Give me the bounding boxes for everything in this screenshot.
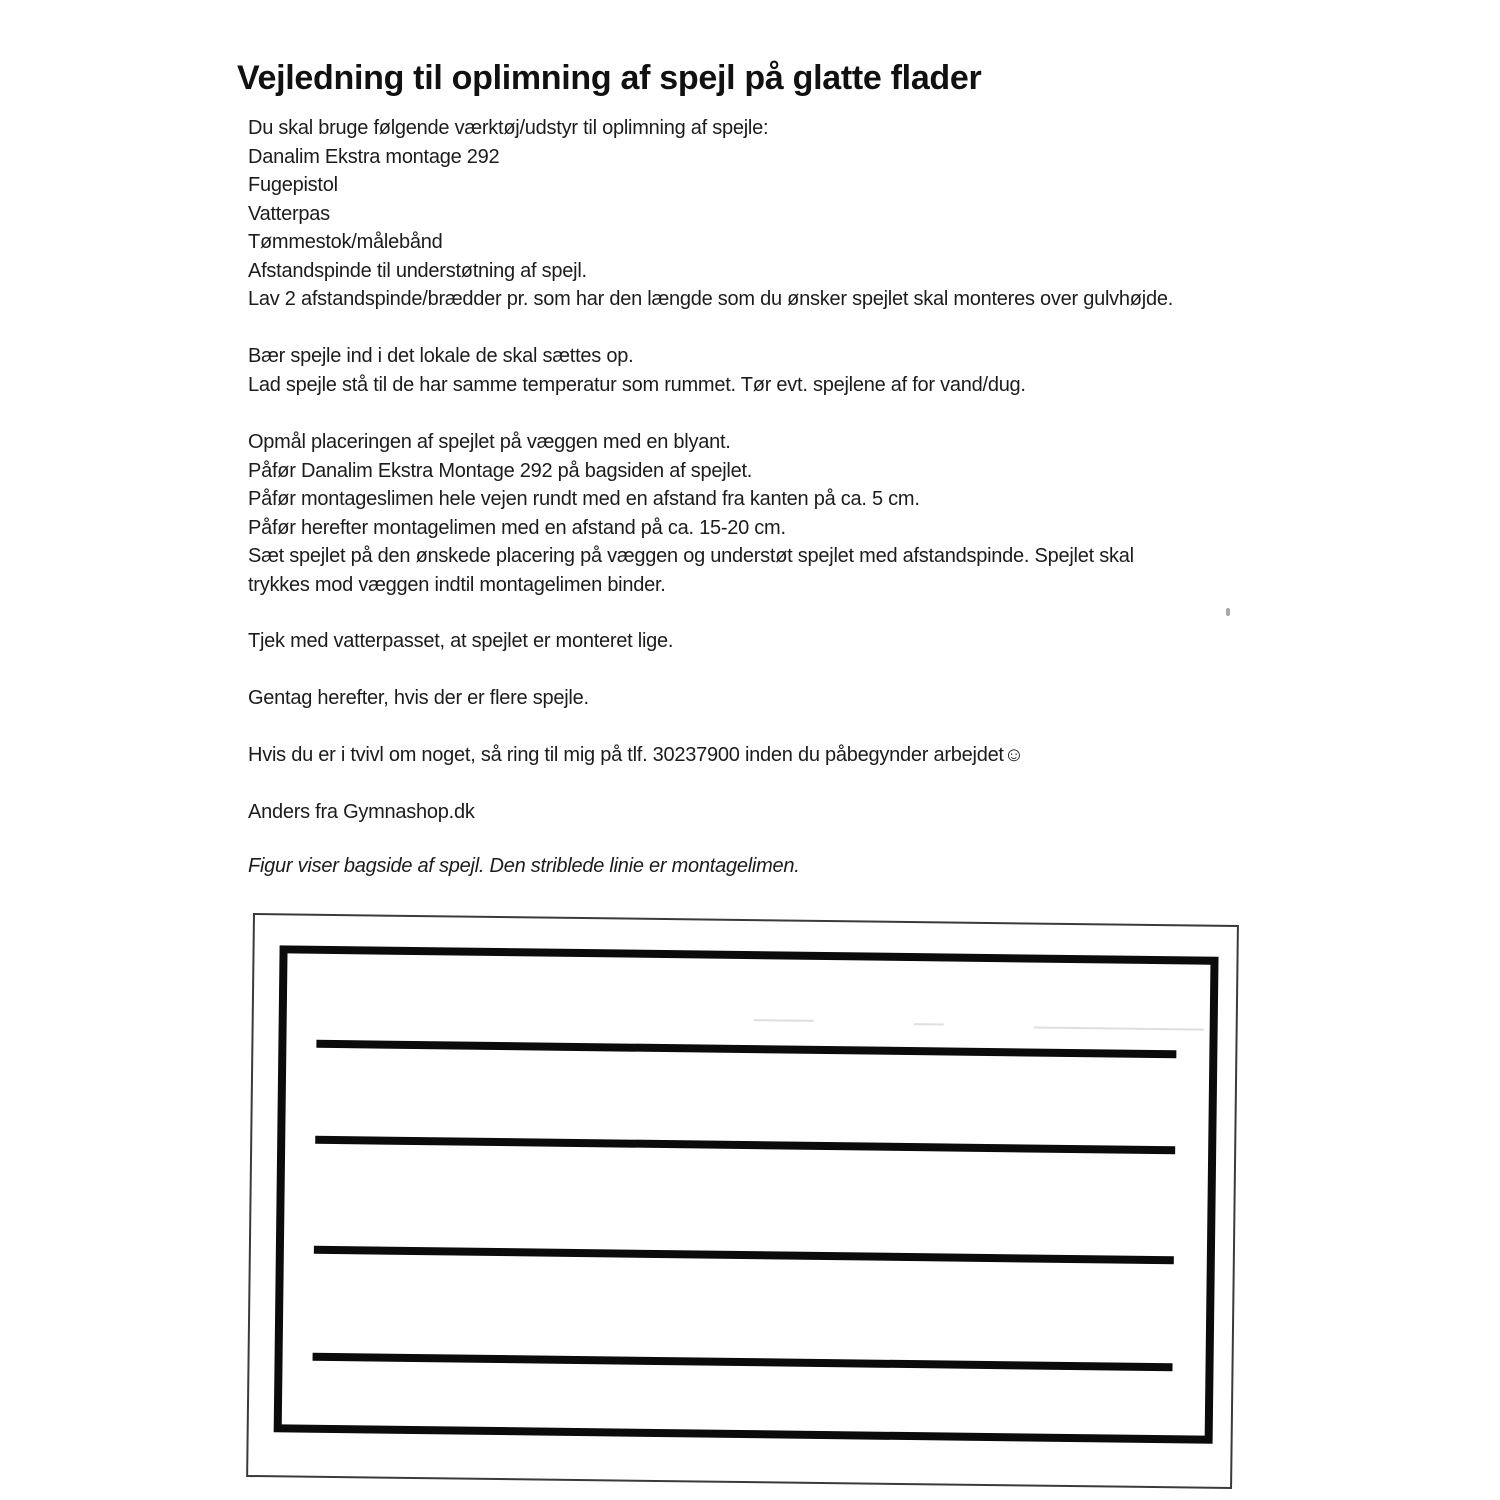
scan-artifact bbox=[914, 1023, 944, 1025]
signature-line: Anders fra Gymnashop.dk bbox=[248, 801, 475, 823]
tools-note-line: Lav 2 afstandspinde/brædder pr. som har den længde som du ønsker spejlet skal monteres over gulvhøjde. bbox=[248, 288, 1174, 310]
repeat-line: Gentag herefter, hvis der er flere spejle. bbox=[248, 687, 589, 709]
tool-item: Tømmestok/målebånd bbox=[248, 231, 443, 253]
tools-section bbox=[248, 114, 1500, 314]
text-line: trykkes mod væggen indtil montagelimen binder. bbox=[248, 573, 666, 596]
text-line: Påfør Danalim Ekstra Montage 292 på bagsiden af spejlet. bbox=[248, 459, 753, 482]
figure-caption-section bbox=[248, 852, 1500, 881]
figure-caption: Figur viser bagside af spejl. Den striblede linie er montagelimen. bbox=[248, 855, 800, 877]
text-line: Påfør herefter montagelimen med en afstand på ca. 15-20 cm. bbox=[248, 516, 786, 539]
check-line: Tjek med vatterpasset, at spejlet er monteret lige. bbox=[248, 630, 674, 652]
tool-item: Afstandspinde til understøtning af spejl. bbox=[248, 259, 587, 282]
text-line: Påfør montageslimen hele vejen rundt med en afstand fra kanten på ca. 5 cm. bbox=[248, 488, 920, 510]
scan-speck bbox=[1226, 608, 1230, 616]
tool-item: Danalim Ekstra montage 292 bbox=[248, 145, 500, 168]
text-line: Bær spejle ind i det lokale de skal sættes op. bbox=[248, 345, 634, 367]
tool-item: Vatterpas bbox=[248, 202, 330, 225]
text-line: Lad spejle stå til de har samme temperatur som rummet. Tør evt. spejlene af for vand/dug. bbox=[248, 373, 1026, 396]
tools-intro-line: Du skal bruge følgende værktøj/udstyr til oplimning af spejle: bbox=[248, 117, 769, 139]
text-line: Sæt spejlet på den ønskede placering på væggen og understøt spejlet med afstandspinde. Spejlet skal bbox=[248, 545, 1134, 567]
text-line: Opmål placeringen af spejlet på væggen med en blyant. bbox=[248, 431, 731, 453]
mirror-back-figure bbox=[246, 913, 1239, 1489]
check-section bbox=[248, 627, 1500, 656]
contact-section bbox=[248, 741, 1500, 770]
mounting-section bbox=[248, 428, 1500, 599]
contact-line: Hvis du er i tvivl om noget, så ring til mig på tlf. 30237900 inden du påbegynder arbejdet☺ bbox=[248, 744, 1024, 766]
acclimatize-section bbox=[248, 342, 1500, 399]
document-title: Vejledning til oplimning af spejl på glatte flader bbox=[237, 58, 982, 97]
tool-item: Fugepistol bbox=[248, 174, 338, 196]
repeat-section bbox=[248, 684, 1500, 713]
signature-section bbox=[248, 798, 1500, 827]
